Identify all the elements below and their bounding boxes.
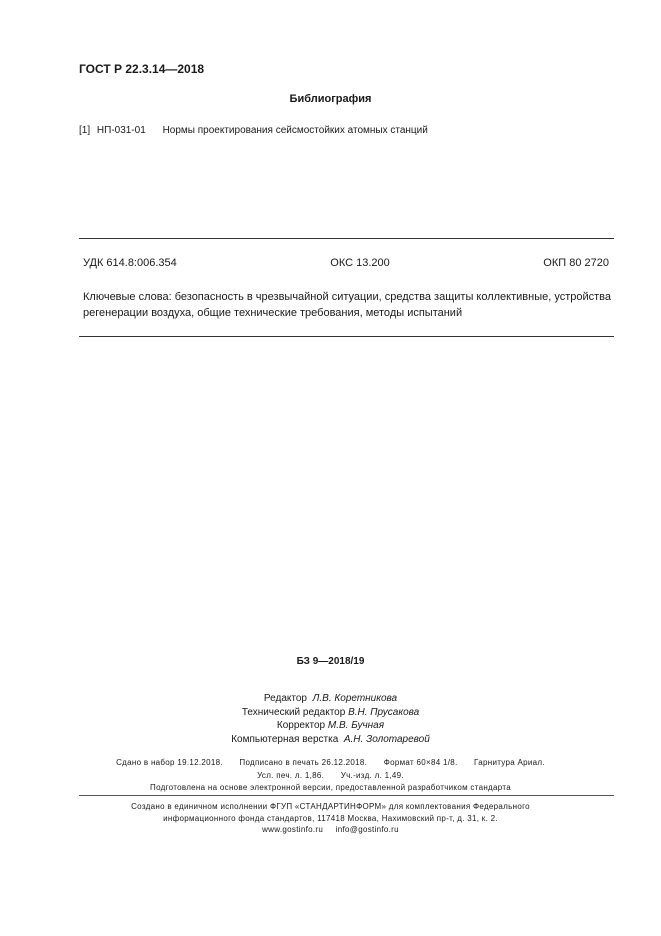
keywords: Ключевые слова: безопасность в чрезвычайной ситуации, средства защиты коллективные, устройства регенерации воздуха, общие технические требования, методы испытаний <box>83 291 612 319</box>
staff-name: М.В. Бучная <box>327 720 385 732</box>
staff-line-layout <box>0 733 661 747</box>
submitted-date: Сдано в набор 19.12.2018. <box>116 758 223 767</box>
top-divider <box>79 238 614 239</box>
staff-credits <box>0 692 661 746</box>
publisher-footer <box>0 801 661 836</box>
footer-line-1: Создано в единичном исполнении ФГУП «СТАНДАРТИНФОРМ» для комплектования Федерального <box>131 802 530 811</box>
standard-number: ГОСТ Р 22.3.14—2018 <box>79 62 205 76</box>
staff-role: Технический редактор <box>241 706 346 718</box>
footer-divider <box>79 795 614 796</box>
staff-line-corrector <box>0 719 661 733</box>
staff-role: Редактор <box>263 693 307 704</box>
oks-code: ОКС 13.200 <box>330 257 390 269</box>
staff-name: Л.В. Коретникова <box>312 693 398 704</box>
staff-name: В.Н. Прусакова <box>348 706 420 718</box>
signed-date: Подписано в печать 26.12.2018. <box>239 758 368 767</box>
bibliography-item <box>79 125 428 136</box>
publication-sheets: Уч.-изд. л. 1,49. <box>340 770 404 780</box>
classification-row <box>83 257 609 269</box>
okp-code: ОКП 80 2720 <box>543 257 609 269</box>
email-link[interactable]: info@gostinfo.ru <box>335 825 399 834</box>
footer-line-2: информационного фонда стандартов, 117418 Москва, Нахимовский пр-т, д. 31, к. 2. <box>163 813 498 823</box>
staff-name: А.Н. Золотаревой <box>343 733 430 745</box>
staff-line-editor <box>0 692 661 706</box>
bibliography-item-code: НП-031-01 <box>96 125 146 136</box>
print-format: Формат 60×84 1/8. <box>383 758 458 767</box>
bibliography-title: Библиография <box>289 93 372 105</box>
bibliography-item-title: Нормы проектирования сейсмостойких атомных станций <box>162 125 428 136</box>
typeface: Гарнитура Ариал. <box>474 758 545 767</box>
prepared-note: Подготовлена на основе электронной версии, предоставленной разработчиком стандарта <box>150 783 511 792</box>
bz-number: БЗ 9—2018/19 <box>296 656 365 667</box>
staff-line-tech-editor <box>0 706 661 720</box>
publication-info <box>0 757 661 795</box>
bibliography-item-number: [1] <box>79 125 91 136</box>
staff-role: Компьютерная верстка <box>231 733 339 745</box>
staff-role: Корректор <box>276 720 326 732</box>
bottom-divider <box>79 336 614 337</box>
print-sheets: Усл. печ. л. 1,86. <box>257 770 325 780</box>
udk-code: УДК 614.8:006.354 <box>83 257 177 269</box>
website-link[interactable]: www.gostinfo.ru <box>262 825 324 834</box>
